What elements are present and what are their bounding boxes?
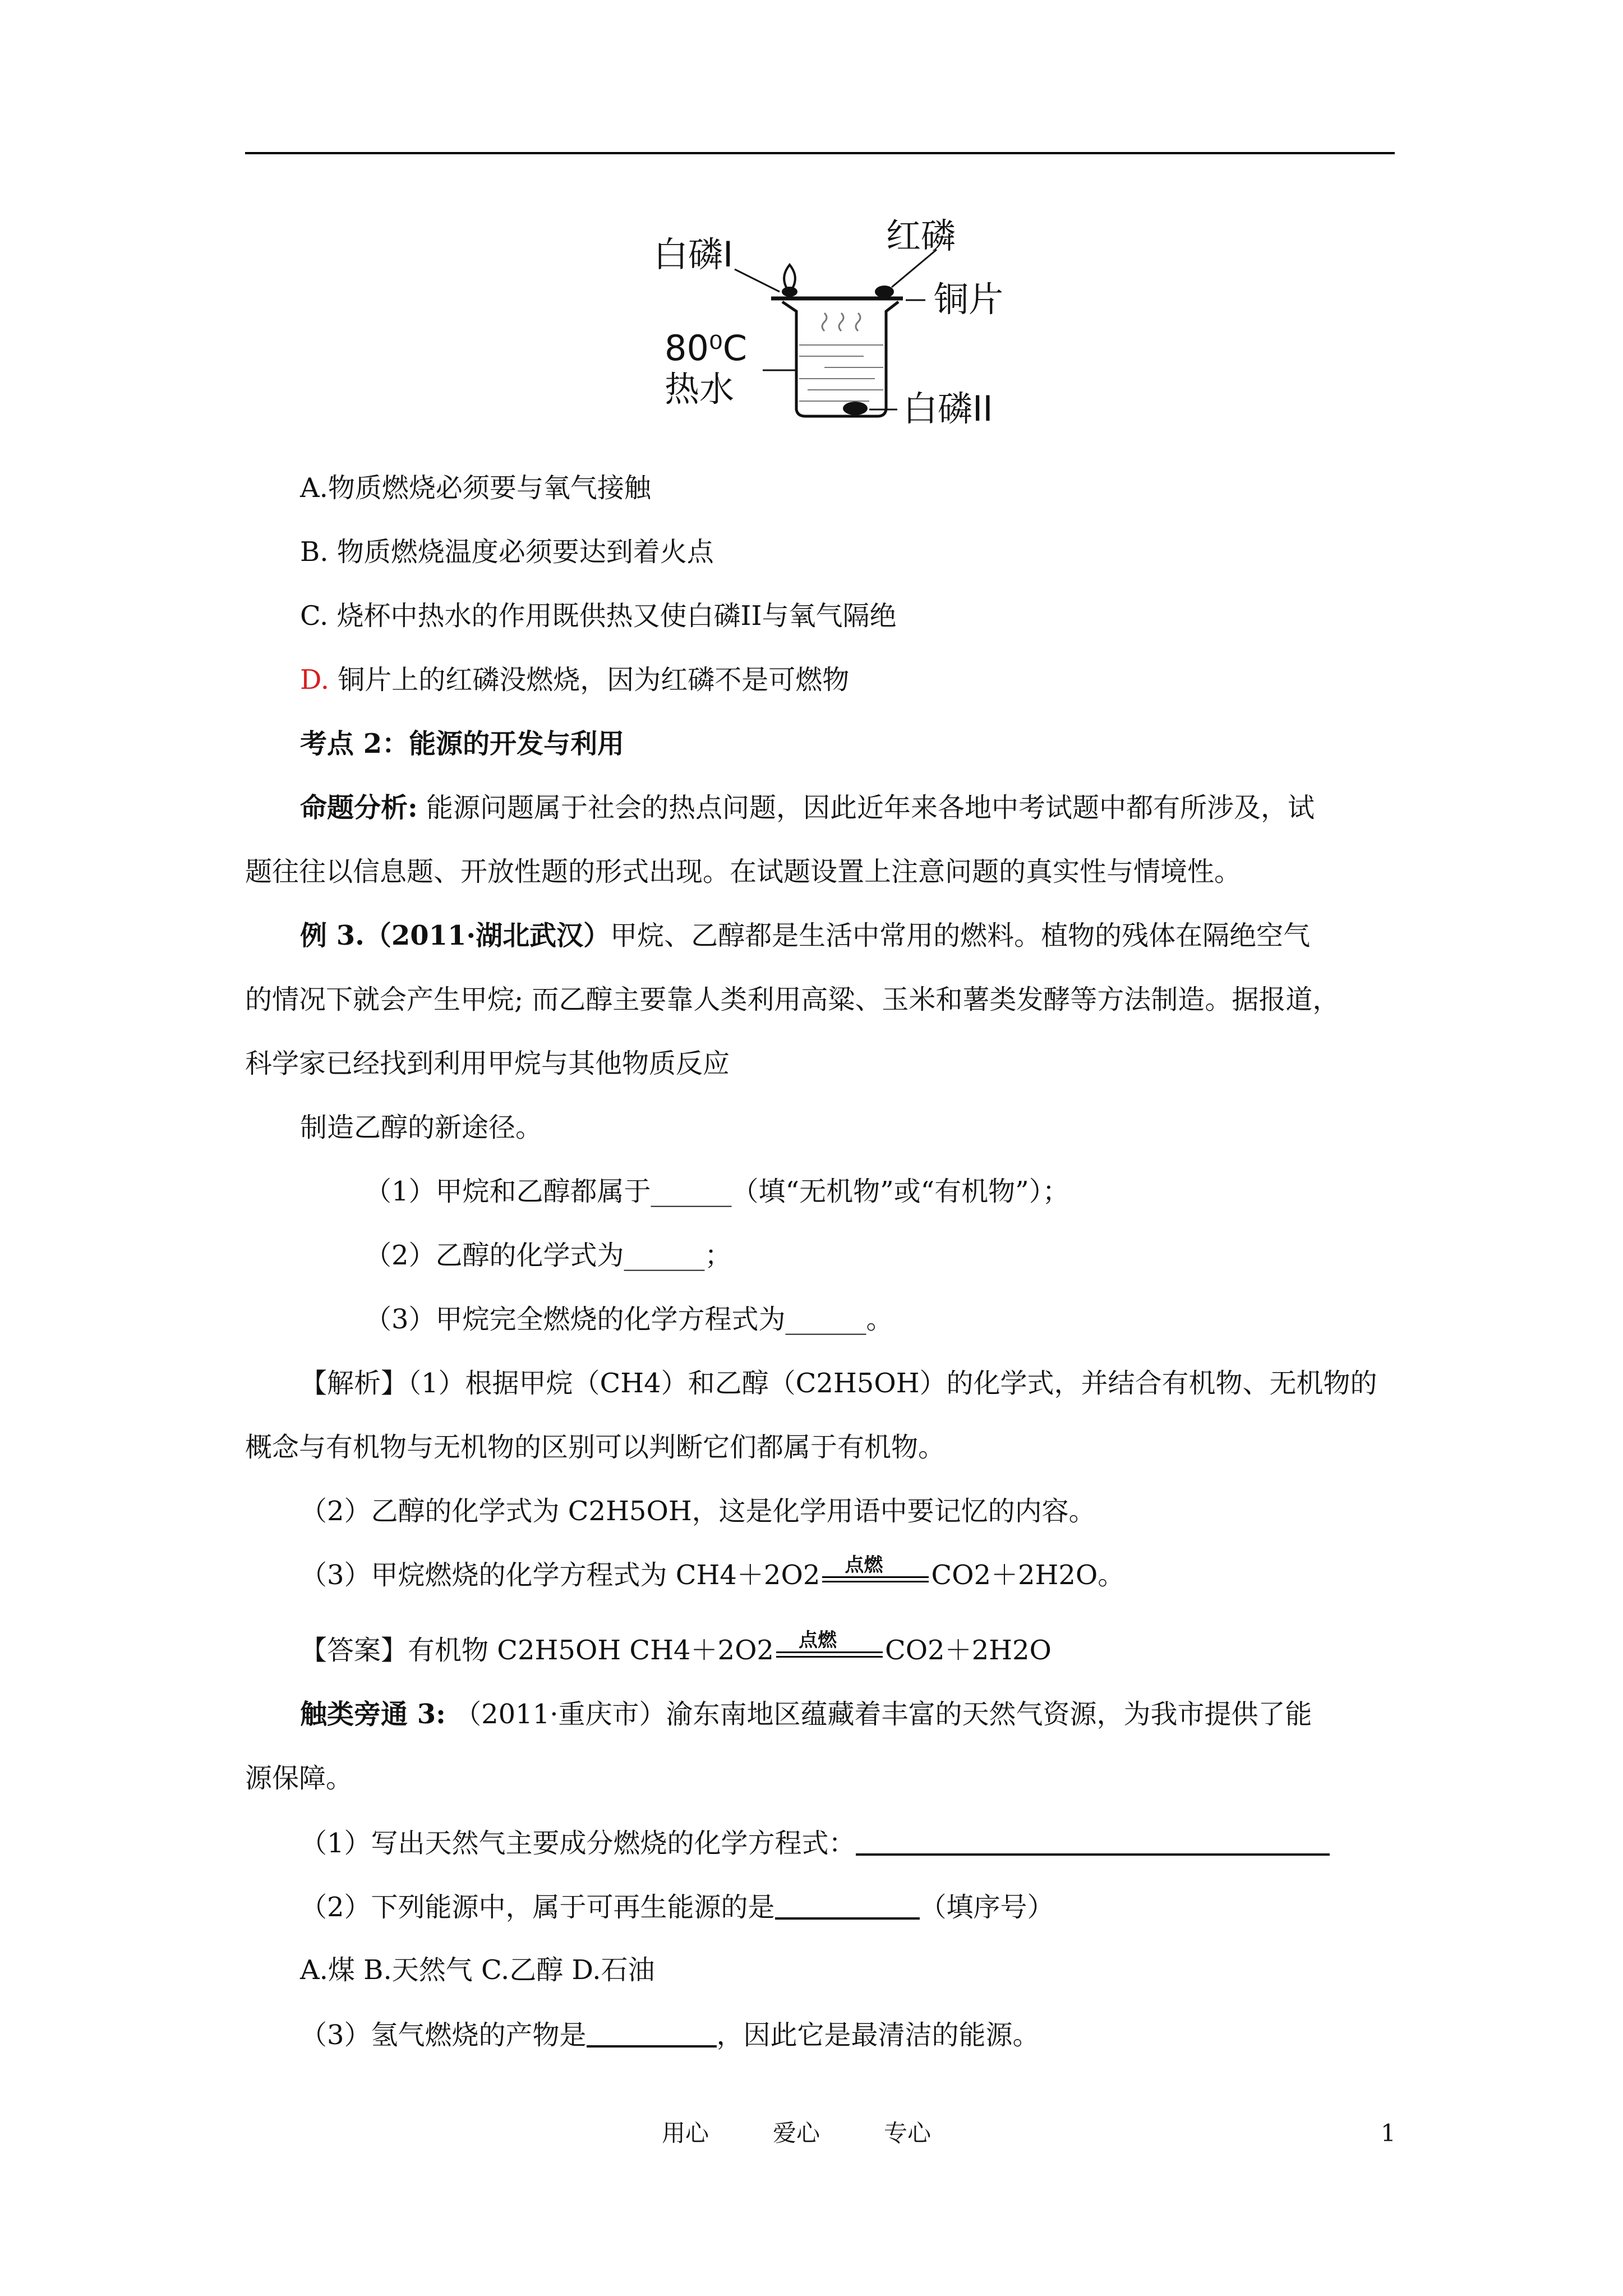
analysis-intro-line-2: 题往往以信息题、开放性题的形式出现。在试题设置上注意问题的真实性与情境性。 (245, 856, 1242, 887)
practice-3-label: 触类旁通 3: (300, 1699, 446, 1730)
option-c: C. 烧杯中热水的作用既供热又使白磷II与氧气隔绝 (300, 600, 897, 632)
example-3-line-1: 例 3.（2011·湖北武汉）甲烷、乙醇都是生活中常用的燃料。植物的残体在隔绝空气 (300, 920, 1311, 951)
example-3-question-3: （3）甲烷完全燃烧的化学方程式为______。 (365, 1304, 893, 1335)
label-red-phosphorus: 红磷 (886, 215, 956, 256)
label-hot-water: 热水 (665, 369, 735, 409)
footer-text-1: 用心 (662, 2119, 709, 2147)
solution-line-3: （2）乙醇的化学式为 C2H5OH，这是化学用语中要记忆的内容。 (300, 1496, 1096, 1527)
practice-3-line-1: 触类旁通 3: （2011·重庆市）渝东南地区蕴藏着丰富的天然气资源，为我市提供了能 (300, 1699, 1312, 1730)
example-3-question-2: （2）乙醇的化学式为______； (365, 1240, 732, 1271)
example-3-question-1: （1）甲烷和乙醇都属于______（填“无机物”或“有机物”）； (365, 1176, 1069, 1207)
option-d-text: 铜片上的红磷没燃烧，因为红磷不是可燃物 (329, 664, 850, 696)
reaction-condition-arrow: 点燃 (822, 1563, 929, 1592)
experiment-figure (639, 213, 1043, 432)
analysis-intro-line-1: 命题分析: 能源问题属于社会的热点问题，因此近年来各地中考试题中都有所涉及，试 (300, 792, 1315, 823)
solution-equation: （3）甲烷燃烧的化学方程式为 CH4＋2O2 点燃 CO2＋2H2O。 (300, 1553, 1125, 1591)
header-rule (245, 152, 1395, 154)
practice-3-question-1: （1）写出天然气主要成分燃烧的化学方程式： (300, 1824, 1330, 1861)
page-number: 1 (1381, 2119, 1396, 2147)
example-3-line-4: 制造乙醇的新途径。 (300, 1112, 543, 1143)
option-d (300, 662, 849, 698)
beaker-diagram (639, 213, 1043, 432)
label-copper-plate: 铜片 (934, 279, 1004, 320)
answer-label: 【答案】 (300, 1635, 408, 1666)
example-3-label: 例 3.（2011·湖北武汉） (300, 920, 611, 951)
label-white-phosphorus-1: 白磷I (653, 234, 734, 275)
option-b: B. 物质燃烧温度必须要达到着火点 (300, 536, 714, 568)
answer-condition-arrow: 点燃 (776, 1638, 883, 1667)
example-3-line-3: 科学家已经找到利用甲烷与其他物质反应 (245, 1048, 730, 1079)
practice-3-line-2: 源保障。 (245, 1763, 353, 1794)
solution-line-1: 【解析】（1）根据甲烷（CH4）和乙醇（C2H5OH）的化学式，并结合有机物、无机物的 (300, 1368, 1377, 1399)
answer-blank-3[interactable] (587, 2016, 717, 2047)
solution-label: 【解析】 (300, 1368, 408, 1399)
analysis-intro-label: 命题分析: (300, 792, 418, 823)
label-temperature: 80⁰C (665, 328, 748, 369)
practice-3-choices: A.煤 B.天然气 C.乙醇 D.石油 (300, 1954, 655, 1986)
answer-blank-1[interactable] (856, 1824, 1330, 1856)
example-3-line-2: 的情况下就会产生甲烷; 而乙醇主要靠人类利用高粱、玉米和薯类发酵等方法制造。据报道， (245, 984, 1340, 1015)
practice-3-question-2: （2）下列能源中，属于可再生能源的是 （填序号） (300, 1888, 1054, 1925)
option-a: A.物质燃烧必须要与氧气接触 (300, 472, 651, 504)
solution-line-2: 概念与有机物与无机物的区别可以判断它们都属于有机物。 (245, 1432, 946, 1463)
option-d-letter: D. (300, 664, 330, 696)
answer-line: 【答案】有机物 C2H5OH CH4＋2O2 点燃 CO2＋2H2O (300, 1628, 1052, 1666)
footer-text-3: 专心 (884, 2119, 932, 2147)
label-white-phosphorus-2: 白磷II (903, 388, 993, 429)
section-title: 考点 2：能源的开发与利用 (300, 728, 625, 760)
answer-blank-2[interactable] (775, 1888, 920, 1920)
footer-text-2: 爱心 (773, 2119, 820, 2147)
practice-3-question-3: （3）氢气燃烧的产物是 ，因此它是最清洁的能源。 (300, 2016, 1040, 2053)
